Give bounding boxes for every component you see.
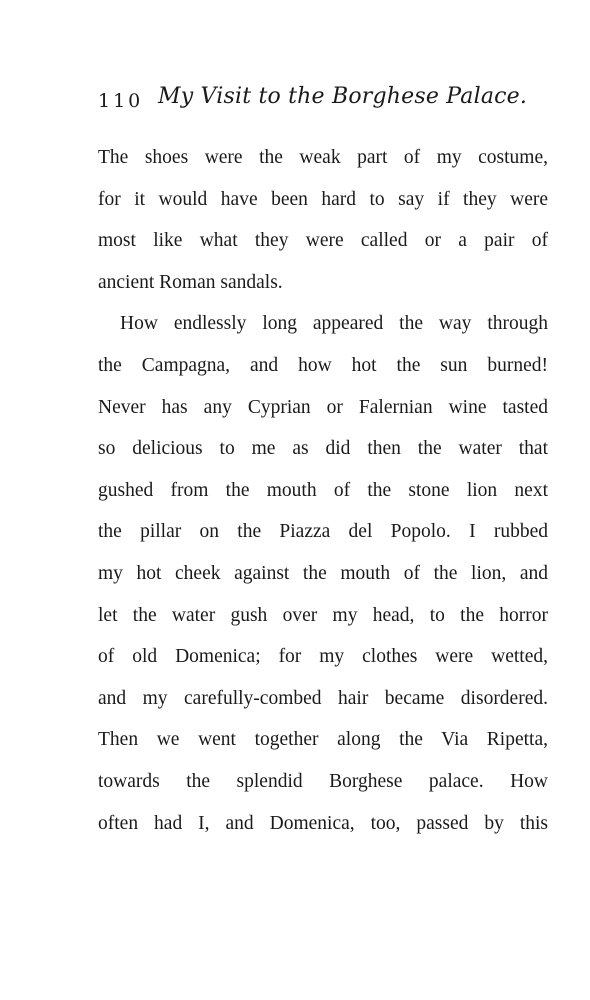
text-line: the Campagna, and how hot the sun burned! (98, 354, 548, 376)
text-line: Never has any Cyprian or Falernian wine tasted (98, 396, 548, 418)
text-line: for it would have been hard to say if they were (98, 188, 548, 210)
text-line: How endlessly long appeared the way through (120, 313, 548, 335)
text-line: so delicious to me as did then the water that (98, 438, 548, 460)
page-number: 110 (98, 90, 144, 112)
body-text (98, 137, 548, 844)
text-line: my hot cheek against the mouth of the lion, and (98, 562, 548, 584)
text-line: ancient Roman sandals. (98, 271, 283, 293)
text-line: let the water gush over my head, to the horror (98, 604, 548, 626)
text-line: the pillar on the Piazza del Popolo. I rubbed (98, 521, 548, 543)
running-title: My Visit to the Borghese Palace. (158, 84, 528, 109)
text-line: of old Domenica; for my clothes were wetted, (98, 646, 548, 668)
text-line: gushed from the mouth of the stone lion next (98, 479, 548, 501)
running-head (98, 84, 548, 118)
paragraph-1 (98, 137, 548, 303)
text-line: The shoes were the weak part of my costume, (98, 147, 548, 168)
text-line: Then we went together along the Via Ripetta, (98, 729, 548, 751)
paragraph-2 (98, 303, 548, 844)
text-line: towards the splendid Borghese palace. How (98, 770, 548, 792)
text-line: often had I, and Domenica, too, passed by this (98, 812, 548, 834)
text-line: and my carefully-combed hair became disordered. (98, 687, 548, 709)
text-line: most like what they were called or a pair of (98, 230, 548, 252)
